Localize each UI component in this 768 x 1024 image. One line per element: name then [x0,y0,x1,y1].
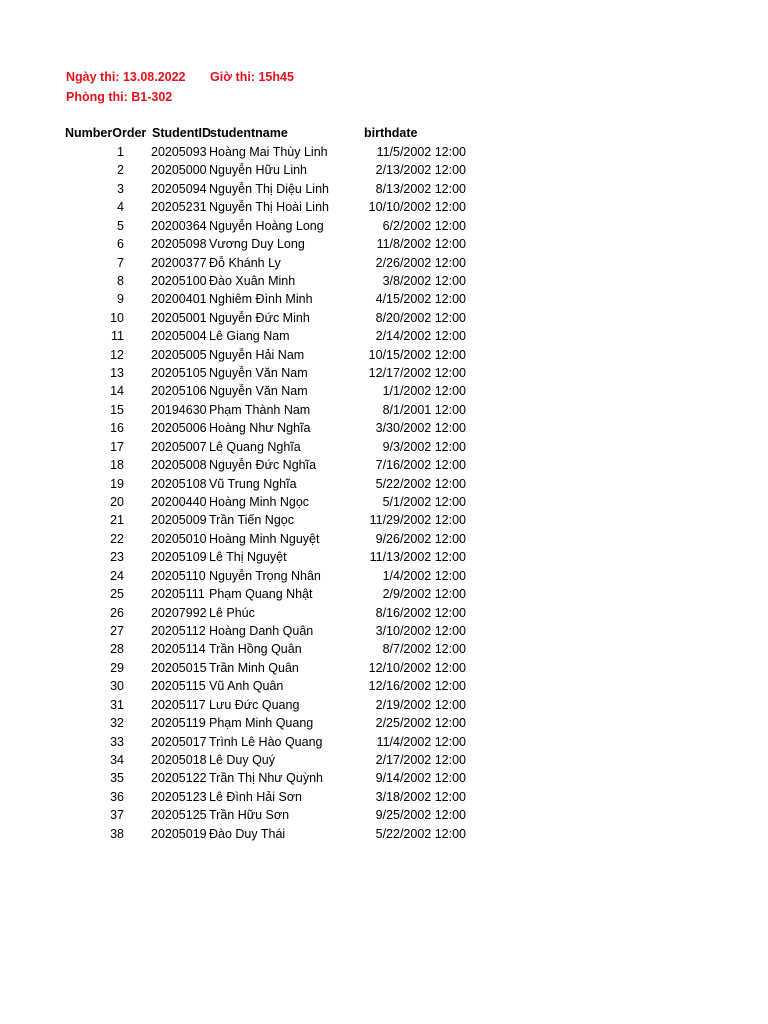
student-id-cell: 20205109 [151,550,207,565]
row-number: 25 [110,587,124,602]
birthdate-cell: 6/2/2002 12:00 [382,218,466,233]
birthdate-cell: 2/26/2002 12:00 [375,255,466,270]
row-number: 17 [110,439,124,454]
student-name-cell: Nghiêm Đình Minh [209,292,313,307]
birthdate-cell: 2/25/2002 12:00 [375,716,466,731]
table-row [0,677,768,695]
student-id-cell: 20200364 [151,218,207,233]
table-row [0,806,768,824]
student-id-cell: 20205119 [151,716,206,731]
birthdate-cell: 8/1/2001 12:00 [382,402,466,417]
table-row [0,438,768,456]
student-id-cell: 20205098 [151,237,207,252]
student-name-cell: Nguyễn Thị Hoài Linh [209,200,329,215]
row-number: 1 [117,145,124,159]
table-row [0,585,768,603]
birthdate-cell: 9/3/2002 12:00 [382,439,466,454]
student-id-cell: 20205010 [151,531,207,546]
row-number: 37 [110,808,124,823]
table-row [0,733,768,751]
student-name-cell: Nguyễn Văn Nam [209,384,308,399]
birthdate-cell: 2/17/2002 12:00 [375,752,466,767]
table-row [0,696,768,714]
student-id-cell: 20205122 [151,771,207,786]
row-number: 4 [117,200,124,215]
row-number: 18 [110,458,124,473]
student-id-cell: 20205231 [151,200,207,215]
row-number: 36 [110,789,124,804]
row-number: 22 [110,531,124,546]
student-name-cell: Trần Thị Như Quỳnh [209,771,323,786]
table-row [0,659,768,677]
row-number: 7 [117,255,124,270]
student-name-cell: Lưu Đức Quang [209,697,300,712]
student-id-cell: 20205001 [151,310,207,325]
row-number: 26 [110,605,124,620]
birthdate-cell: 9/25/2002 12:00 [375,808,466,823]
row-number: 33 [110,734,124,749]
birthdate-cell: 2/14/2002 12:00 [375,329,466,344]
row-number: 35 [110,771,124,786]
student-id-cell: 20205110 [151,568,206,583]
row-number: 9 [117,292,124,307]
birthdate-cell: 2/9/2002 12:00 [382,587,466,602]
student-table-body [0,143,768,843]
table-row [0,714,768,732]
birthdate-cell: 5/1/2002 12:00 [382,495,466,510]
birthdate-cell: 7/16/2002 12:00 [375,458,466,473]
table-row [0,567,768,585]
birthdate-cell: 2/19/2002 12:00 [375,697,466,712]
student-name-cell: Vương Duy Long [209,237,305,252]
student-name-cell: Nguyễn Văn Nam [209,366,308,381]
birthdate-cell: 3/10/2002 12:00 [375,623,466,638]
row-number: 21 [110,513,124,528]
row-number: 24 [110,568,124,583]
birthdate-cell: 8/13/2002 12:00 [375,181,466,196]
table-row [0,493,768,511]
exam-date-label: Ngày thi: 13.08.2022 [66,70,186,84]
student-name-cell: Phạm Minh Quang [209,716,314,731]
student-id-cell: 20194630 [151,402,207,417]
row-number: 31 [110,697,124,712]
table-row [0,198,768,216]
birthdate-cell: 8/7/2002 12:00 [382,642,466,657]
row-number: 20 [110,495,124,510]
row-number: 5 [117,218,124,233]
table-row [0,825,768,843]
table-row [0,346,768,364]
birthdate-cell: 8/16/2002 12:00 [375,605,466,620]
birthdate-cell: 10/15/2002 12:00 [368,347,466,362]
column-header-number-order: NumberOrder [65,126,147,140]
student-id-cell: 20200401 [151,292,207,307]
birthdate-cell: 1/4/2002 12:00 [382,568,466,583]
row-number: 2 [117,163,124,178]
birthdate-cell: 12/16/2002 12:00 [368,679,466,694]
birthdate-cell: 12/10/2002 12:00 [368,660,466,675]
table-row [0,622,768,640]
student-id-cell: 20205000 [151,163,207,178]
student-name-cell: Lê Phúc [209,605,255,620]
row-number: 10 [110,310,124,325]
student-id-cell: 20205019 [151,826,207,841]
student-name-cell: Trình Lê Hào Quang [209,734,323,749]
student-name-cell: Nguyễn Hoàng Long [209,218,324,233]
row-number: 14 [110,384,124,399]
birthdate-cell: 11/5/2002 12:00 [376,145,466,159]
student-name-cell: Lê Thị Nguyệt [209,550,287,565]
student-id-cell: 20205017 [151,734,207,749]
student-name-cell: Hoàng Minh Nguyệt [209,531,320,546]
row-number: 23 [110,550,124,565]
student-id-cell: 20207992 [151,605,207,620]
row-number: 29 [110,660,124,675]
student-name-cell: Nguyễn Hữu Linh [209,163,308,178]
student-name-cell: Phạm Quang Nhật [209,587,313,602]
row-number: 38 [110,826,124,841]
student-id-cell: 20205111 [151,587,205,602]
row-number: 30 [110,679,124,694]
table-row [0,751,768,769]
birthdate-cell: 3/18/2002 12:00 [375,789,466,804]
birthdate-cell: 4/15/2002 12:00 [375,292,466,307]
student-id-cell: 20205108 [151,476,207,491]
student-name-cell: Trần Minh Quân [209,660,299,675]
student-id-cell: 20200377 [151,255,207,270]
birthdate-cell: 12/17/2002 12:00 [368,366,466,381]
birthdate-cell: 3/30/2002 12:00 [375,421,466,436]
table-row [0,161,768,179]
table-row [0,548,768,566]
birthdate-cell: 11/8/2002 12:00 [376,237,466,252]
table-row [0,419,768,437]
student-id-cell: 20205094 [151,181,207,196]
student-id-cell: 20205100 [151,273,207,288]
column-header-student-name: studentname [210,126,288,140]
exam-room-label: Phòng thi: B1-302 [66,90,173,104]
table-row [0,788,768,806]
column-header-birthdate: birthdate [364,126,418,140]
row-number: 11 [111,329,124,344]
table-row [0,530,768,548]
student-name-cell: Lê Đình Hải Sơn [209,789,302,804]
student-name-cell: Nguyễn Trọng Nhân [209,568,321,583]
student-name-cell: Trần Hồng Quân [209,642,302,657]
table-row [0,640,768,658]
birthdate-cell: 2/13/2002 12:00 [375,163,466,178]
row-number: 3 [117,181,124,196]
birthdate-cell: 9/14/2002 12:00 [375,771,466,786]
student-id-cell: 20205106 [151,384,207,399]
table-row [0,235,768,253]
birthdate-cell: 11/13/2002 12:00 [369,550,466,565]
table-row [0,475,768,493]
table-row [0,401,768,419]
student-name-cell: Hoàng Như Nghĩa [209,421,311,436]
row-number: 12 [110,347,124,362]
row-number: 15 [110,402,124,417]
student-id-cell: 20205117 [151,697,206,712]
birthdate-cell: 8/20/2002 12:00 [375,310,466,325]
student-name-cell: Đào Duy Thái [209,826,286,841]
student-id-cell: 20205105 [151,366,207,381]
birthdate-cell: 9/26/2002 12:00 [375,531,466,546]
student-id-cell: 20205115 [151,679,206,694]
table-row [0,382,768,400]
student-id-cell: 20205008 [151,458,207,473]
student-name-cell: Nguyễn Đức Minh [209,310,310,325]
student-name-cell: Trần Tiến Ngọc [209,513,294,528]
birthdate-cell: 5/22/2002 12:00 [375,476,466,491]
table-row [0,327,768,345]
student-name-cell: Nguyễn Thị Diệu Linh [209,181,329,196]
student-id-cell: 20205006 [151,421,207,436]
table-row [0,272,768,290]
row-number: 19 [110,476,124,491]
table-row [0,309,768,327]
birthdate-cell: 10/10/2002 12:00 [368,200,466,215]
student-id-cell: 20205009 [151,513,207,528]
column-header-student-id: StudentID [152,126,212,140]
student-id-cell: 20205125 [151,808,207,823]
student-id-cell: 20205005 [151,347,207,362]
student-name-cell: Trần Hữu Sơn [209,808,290,823]
table-row [0,604,768,622]
student-id-cell: 20205114 [151,642,206,657]
student-id-cell: 20205112 [151,623,206,638]
table-row [0,364,768,382]
row-number: 34 [110,752,124,767]
table-row [0,511,768,529]
student-name-cell: Nguyễn Đức Nghĩa [209,458,317,473]
table-row [0,254,768,272]
student-name-cell: Hoàng Minh Ngọc [209,495,310,510]
row-number: 6 [117,237,124,252]
table-row [0,217,768,235]
student-name-cell: Vũ Anh Quân [209,679,284,694]
student-name-cell: Phạm Thành Nam [209,402,311,417]
row-number: 28 [110,642,124,657]
table-row [0,143,768,161]
student-id-cell: 20205015 [151,660,207,675]
student-name-cell: Đào Xuân Minh [209,273,296,288]
student-id-cell: 20205004 [151,329,207,344]
table-row [0,769,768,787]
row-number: 27 [110,623,124,638]
student-name-cell: Lê Giang Nam [209,329,290,344]
student-id-cell: 20205007 [151,439,207,454]
student-name-cell: Lê Quang Nghĩa [209,439,301,454]
table-row [0,456,768,474]
birthdate-cell: 3/8/2002 12:00 [382,273,466,288]
student-id-cell: 20200440 [151,495,207,510]
student-id-cell: 20205018 [151,752,207,767]
birthdate-cell: 1/1/2002 12:00 [382,384,466,399]
student-name-cell: Đỗ Khánh Ly [209,255,281,270]
table-row [0,180,768,198]
student-name-cell: Nguyễn Hải Nam [209,347,305,362]
birthdate-cell: 5/22/2002 12:00 [375,826,466,841]
birthdate-cell: 11/29/2002 12:00 [369,513,466,528]
student-name-cell: Hoàng Danh Quân [209,623,314,638]
row-number: 16 [110,421,124,436]
student-name-cell: Lê Duy Quý [209,752,276,767]
birthdate-cell: 11/4/2002 12:00 [376,734,466,749]
row-number: 8 [117,273,124,288]
row-number: 32 [110,716,124,731]
student-id-cell: 20205093 [151,145,207,159]
student-id-cell: 20205123 [151,789,207,804]
student-name-cell: Vũ Trung Nghĩa [209,476,297,491]
student-name-cell: Hoàng Mai Thùy Linh [209,145,328,159]
row-number: 13 [110,366,124,381]
table-row [0,290,768,308]
exam-time-label: Giờ thi: 15h45 [210,70,294,84]
